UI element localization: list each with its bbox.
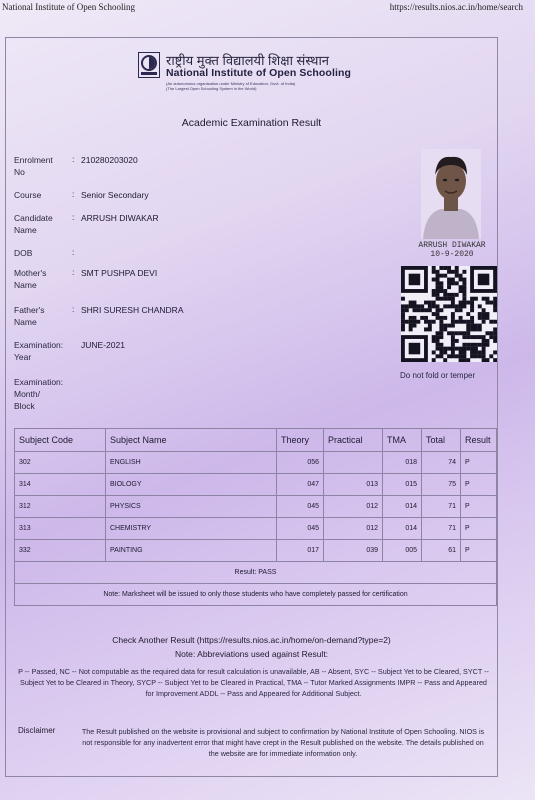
subject-name: ENGLISH <box>106 452 277 474</box>
subject-name: BIOLOGY <box>106 474 277 496</box>
page-title: Academic Examination Result <box>181 117 322 129</box>
subject-code: 312 <box>15 496 106 518</box>
result-code: P <box>461 496 497 518</box>
course-value: Senior Secondary <box>81 190 149 200</box>
column-header: Theory <box>277 429 324 452</box>
check-another-result-link[interactable]: Check Another Result (https://results.nios.ac.in/home/on-demand?type=2) <box>112 635 391 645</box>
subject-name: PAINTING <box>106 540 277 562</box>
abbreviations-heading: Note: Abbreviations used against Result: <box>174 649 329 659</box>
column-header: Total <box>422 429 461 452</box>
subject-code: 302 <box>15 452 106 474</box>
colon: : <box>72 304 75 314</box>
table-row <box>15 540 497 562</box>
org-name-hindi: राष्ट्रीय मुक्त विद्यालयी शिक्षा संस्थान <box>166 53 330 68</box>
table-row <box>15 474 497 496</box>
candidate-name-label: Candidate Name <box>14 213 53 235</box>
theory-marks: 045 <box>277 518 324 540</box>
browser-page-title: National Institute of Open Schooling <box>2 2 135 12</box>
overall-result: Result: PASS <box>15 562 497 584</box>
disclaimer-label: Disclaimer <box>18 726 56 735</box>
practical-marks: 039 <box>324 540 383 562</box>
practical-marks: 012 <box>324 496 383 518</box>
subject-code: 313 <box>15 518 106 540</box>
theory-marks: 047 <box>277 474 324 496</box>
org-subline-2: (The Largest Open Schooling System in the World) <box>166 86 257 91</box>
enrolment-value: 210280203020 <box>81 155 138 165</box>
colon: : <box>72 247 75 257</box>
total-marks: 71 <box>422 496 461 518</box>
table-row <box>15 452 497 474</box>
result-code: P <box>461 540 497 562</box>
enrolment-label: Enrolment No <box>14 155 53 177</box>
org-subline-1: (An autonomous organisation under Ministry of Education, Govt. of India) <box>166 81 296 86</box>
tma-marks: 014 <box>383 496 422 518</box>
exam-year-label: Examination: Year <box>14 340 64 362</box>
colon: : <box>72 267 75 277</box>
subject-code: 314 <box>15 474 106 496</box>
qr-code <box>401 266 497 362</box>
total-marks: 61 <box>422 540 461 562</box>
abbreviations-text: P -- Passed, NC -- Not computable as the required data for result calculation is unavailable, AB -- Absent, SYC -- Subject Yet to be Cleared, SYCT -- Subject Yet to be Cleared in Theory, SYCP -- Subject Yet to be Cleared in Practical, TMA -- Tutor Marked Assignments IMPR -- Pass and Appeared for Improvement ADDL -- Pass and Appeared for Additional Subject. <box>18 667 489 699</box>
table-header-row <box>15 429 497 452</box>
result-code: P <box>461 452 497 474</box>
note-row <box>15 584 497 606</box>
theory-marks: 045 <box>277 496 324 518</box>
result-code: P <box>461 518 497 540</box>
results-table <box>14 428 497 606</box>
marksheet-note: Note: Marksheet will be issued to only those students who have completely passed for certification <box>15 584 497 606</box>
result-document <box>5 37 498 777</box>
colon: : <box>72 154 75 164</box>
column-header: Subject Code <box>15 429 106 452</box>
father-name-value: SHRI SURESH CHANDRA <box>81 305 184 315</box>
result-summary-row <box>15 562 497 584</box>
candidate-photo <box>421 149 481 239</box>
practical-marks: 012 <box>324 518 383 540</box>
subject-name: PHYSICS <box>106 496 277 518</box>
exam-year-value: JUNE-2021 <box>81 340 125 350</box>
column-header: TMA <box>383 429 422 452</box>
colon: : <box>72 212 75 222</box>
candidate-name-value: ARRUSH DIWAKAR <box>81 213 159 223</box>
colon: : <box>72 189 75 199</box>
result-code: P <box>461 474 497 496</box>
column-header: Subject Name <box>106 429 277 452</box>
column-header: Practical <box>324 429 383 452</box>
column-header: Result <box>461 429 497 452</box>
mother-name-label: Mother's Name <box>14 268 47 290</box>
total-marks: 75 <box>422 474 461 496</box>
table-row <box>15 496 497 518</box>
total-marks: 71 <box>422 518 461 540</box>
tma-marks: 018 <box>383 452 422 474</box>
tma-marks: 014 <box>383 518 422 540</box>
org-name: National Institute of Open Schooling <box>166 67 352 79</box>
photo-signature: ARRUSH DIWAKAR 10-9-2020 <box>418 241 486 259</box>
tma-marks: 005 <box>383 540 422 562</box>
practical-marks: 013 <box>324 474 383 496</box>
exam-block-label: Examination: Month/ Block <box>14 377 64 411</box>
disclaimer-text: The Result published on the website is provisional and subject to confirmation by National Institute of Open Schooling. NIOS is not responsible for any inadvertent error that might have crept in the Result published on the website. The details published on the website are for immediate information only. <box>81 727 485 759</box>
theory-marks: 017 <box>277 540 324 562</box>
father-name-label: Father's Name <box>14 305 45 327</box>
course-label: Course <box>14 190 42 200</box>
practical-marks <box>324 452 383 474</box>
dob-label: DOB <box>14 248 33 258</box>
theory-marks: 056 <box>277 452 324 474</box>
subject-name: CHEMISTRY <box>106 518 277 540</box>
qr-note: Do not fold or temper <box>400 371 476 380</box>
mother-name-value: SMT PUSHPA DEVI <box>81 268 158 278</box>
nios-logo-icon <box>138 52 160 78</box>
subject-code: 332 <box>15 540 106 562</box>
total-marks: 74 <box>422 452 461 474</box>
browser-url: https://results.nios.ac.in/home/search <box>389 2 523 12</box>
tma-marks: 015 <box>383 474 422 496</box>
table-row <box>15 518 497 540</box>
